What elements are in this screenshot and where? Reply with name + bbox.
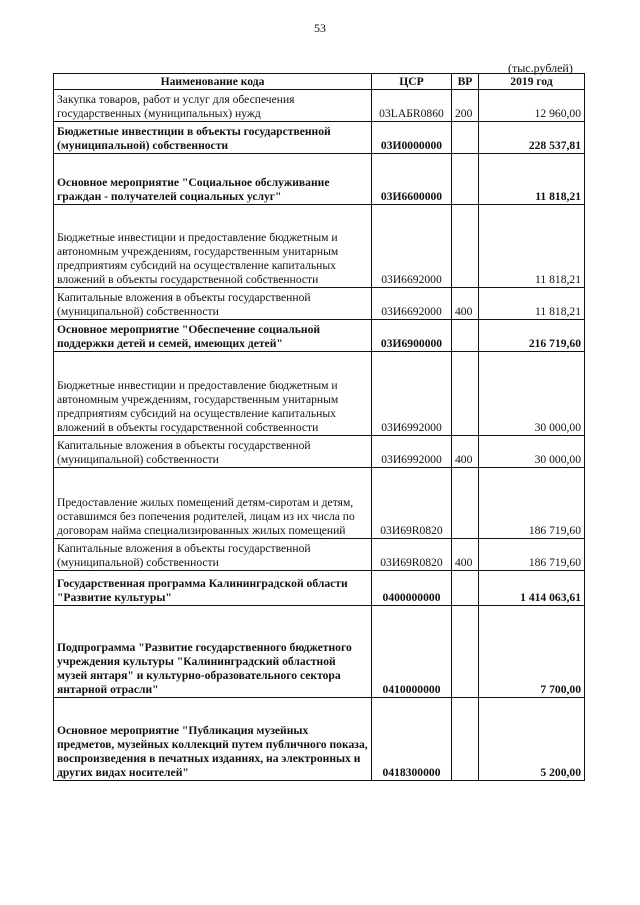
row-amount: 30 000,00 <box>479 436 585 468</box>
table-row <box>54 288 585 320</box>
row-name: Бюджетные инвестиции и предоставление бюджетным и автономным учреждениям, государственным унитарным предприятиям субсидий на осуществление капитальных вложений в объекты государственной собственности <box>54 205 372 288</box>
row-name: Бюджетные инвестиции и предоставление бюджетным и автономным учреждениям, государственным унитарным предприятиям субсидий на осуществление капитальных вложений в объекты государственной собственности <box>54 352 372 436</box>
table-row <box>54 468 585 539</box>
row-csr: 03И6692000 <box>372 205 452 288</box>
row-name: Закупка товаров, работ и услуг для обеспечения государственных (муниципальных) нужд <box>54 90 372 122</box>
row-csr: 03И6992000 <box>372 436 452 468</box>
row-csr: 0410000000 <box>372 606 452 698</box>
row-csr: 03LАБR0860 <box>372 90 452 122</box>
table-row <box>54 122 585 154</box>
row-amount: 186 719,60 <box>479 539 585 571</box>
row-vr: 400 <box>452 436 479 468</box>
row-amount: 30 000,00 <box>479 352 585 436</box>
row-vr <box>452 571 479 606</box>
page-number: 53 <box>314 21 326 35</box>
row-vr <box>452 320 479 352</box>
row-csr: 03И6692000 <box>372 288 452 320</box>
row-name: Государственная программа Калининградской области "Развитие культуры" <box>54 571 372 606</box>
row-amount: 1 414 063,61 <box>479 571 585 606</box>
table-row <box>54 606 585 698</box>
row-amount: 216 719,60 <box>479 320 585 352</box>
header-year: 2019 год <box>479 74 585 90</box>
table-row <box>54 571 585 606</box>
row-amount: 186 719,60 <box>479 468 585 539</box>
budget-table <box>53 73 585 781</box>
row-amount: 11 818,21 <box>479 154 585 205</box>
row-vr: 400 <box>452 288 479 320</box>
row-vr <box>452 122 479 154</box>
header-csr: ЦСР <box>372 74 452 90</box>
row-amount: 11 818,21 <box>479 288 585 320</box>
row-vr <box>452 154 479 205</box>
row-csr: 0418300000 <box>372 698 452 781</box>
row-name: Предоставление жилых помещений детям-сиротам и детям, оставшимся без попечения родителей, лицам из их числа по договорам найма специализированных жилых помещений <box>54 468 372 539</box>
row-vr: 200 <box>452 90 479 122</box>
row-csr: 03И69R0820 <box>372 468 452 539</box>
row-name: Капитальные вложения в объекты государственной (муниципальной) собственности <box>54 288 372 320</box>
row-csr: 03И69R0820 <box>372 539 452 571</box>
table-row <box>54 154 585 205</box>
table-row <box>54 90 585 122</box>
row-amount: 228 537,81 <box>479 122 585 154</box>
table-row <box>54 352 585 436</box>
header-name: Наименование кода <box>54 74 372 90</box>
row-vr <box>452 205 479 288</box>
header-vr: ВР <box>452 74 479 90</box>
table-row <box>54 205 585 288</box>
row-csr: 03И6600000 <box>372 154 452 205</box>
row-csr: 03И6992000 <box>372 352 452 436</box>
row-csr: 03И6900000 <box>372 320 452 352</box>
row-name: Основное мероприятие "Социальное обслуживание граждан - получателей социальных услуг" <box>54 154 372 205</box>
row-vr <box>452 352 479 436</box>
row-name: Основное мероприятие "Публикация музейных предметов, музейных коллекций путем публичного показа, воспроизведения в печатных изданиях, на электронных и других видах носителей" <box>54 698 372 781</box>
row-name: Бюджетные инвестиции в объекты государственной (муниципальной) собственности <box>54 122 372 154</box>
row-vr <box>452 698 479 781</box>
table-row <box>54 539 585 571</box>
table-row <box>54 698 585 781</box>
table-row <box>54 436 585 468</box>
table-row <box>54 320 585 352</box>
row-name: Подпрограмма "Развитие государственного бюджетного учреждения культуры "Калининградский областной музей янтаря" и культурно-образовательного сектора янтарной отрасли" <box>54 606 372 698</box>
row-amount: 12 960,00 <box>479 90 585 122</box>
row-csr: 03И0000000 <box>372 122 452 154</box>
row-amount: 7 700,00 <box>479 606 585 698</box>
row-amount: 11 818,21 <box>479 205 585 288</box>
row-vr: 400 <box>452 539 479 571</box>
units-label: (тыс.рублей) <box>508 61 573 75</box>
table-header-row <box>54 74 585 90</box>
row-csr: 0400000000 <box>372 571 452 606</box>
row-name: Капитальные вложения в объекты государственной (муниципальной) собственности <box>54 539 372 571</box>
row-vr <box>452 468 479 539</box>
row-name: Основное мероприятие "Обеспечение социальной поддержки детей и семей, имеющих детей" <box>54 320 372 352</box>
row-name: Капитальные вложения в объекты государственной (муниципальной) собственности <box>54 436 372 468</box>
row-vr <box>452 606 479 698</box>
row-amount: 5 200,00 <box>479 698 585 781</box>
